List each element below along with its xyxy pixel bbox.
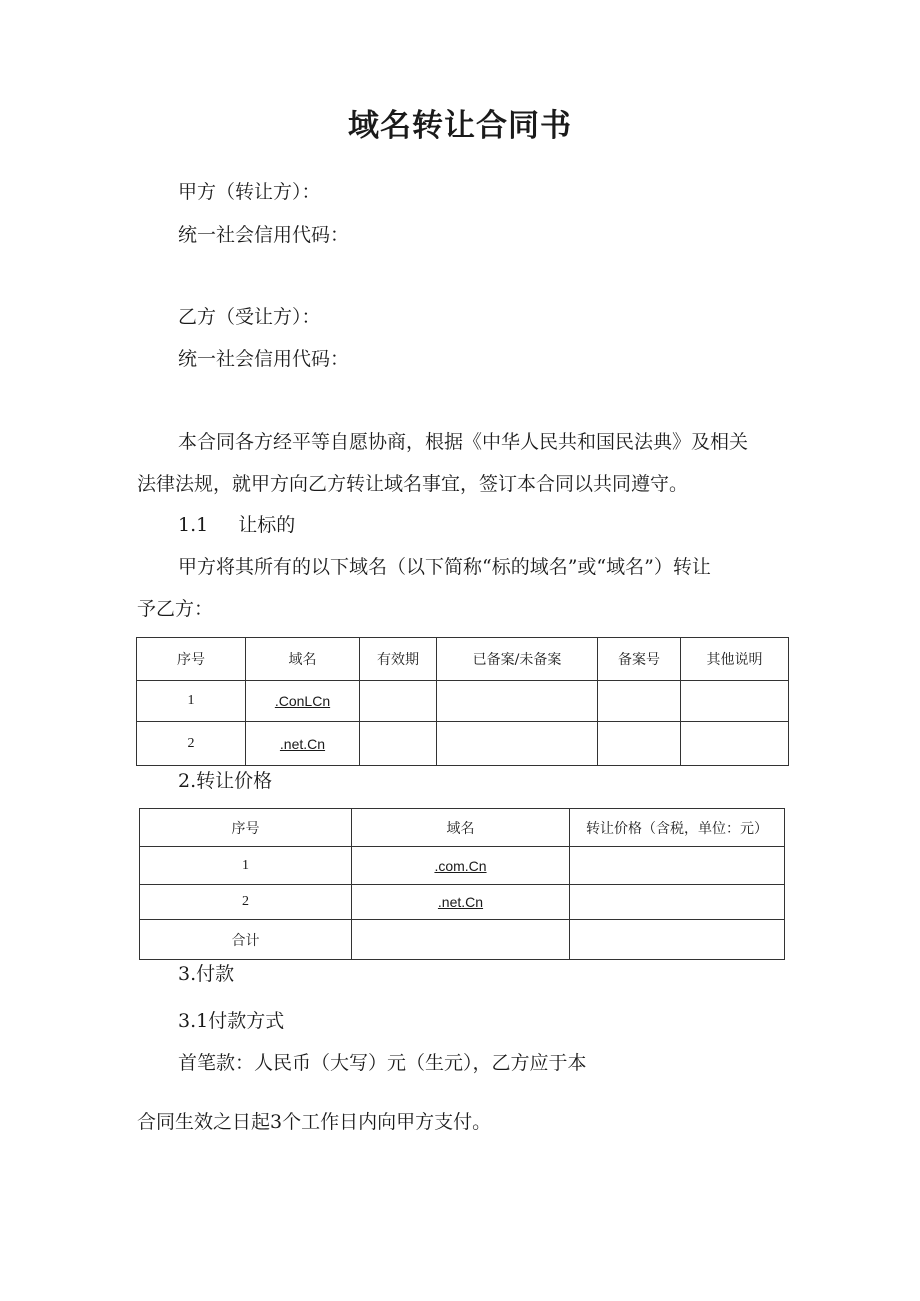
party-b-credit-code-label: 统一社会信用代码： <box>178 348 350 370</box>
section-3-1-para-line-2: 合同生效之日起3个工作日内向甲方支付。 <box>137 1111 492 1133</box>
header-cell: 备案号 <box>598 638 681 681</box>
table-cell <box>598 722 681 766</box>
table-header-row <box>140 809 785 847</box>
section-2-heading: 2.转让价格 <box>178 770 273 792</box>
header-cell: 序号 <box>140 809 352 847</box>
table-cell <box>570 885 785 920</box>
document-title: 域名转让合同书 <box>348 108 572 144</box>
section-3-heading: 3.付款 <box>178 963 235 985</box>
party-a-label: 甲方（转让方）： <box>178 181 321 203</box>
party-a-credit-code-label: 统一社会信用代码： <box>178 224 350 246</box>
party-b-label: 乙方（受让方）： <box>178 306 321 328</box>
domain-cell: .com.Cn <box>352 847 570 885</box>
header-cell: 转让价格（含税，单位：元） <box>570 809 785 847</box>
table-row <box>137 722 789 766</box>
table-header-row <box>137 638 789 681</box>
section-1-1-title: 让标的 <box>238 514 296 536</box>
table-cell: 1 <box>140 847 352 885</box>
domain-cell: .net.Cn <box>246 722 360 766</box>
table-cell <box>570 920 785 960</box>
table-cell <box>598 681 681 722</box>
table-row <box>140 847 785 885</box>
table-total-row <box>140 920 785 960</box>
section-1-1-heading <box>178 513 295 537</box>
domain-cell: .ConLCn <box>246 681 360 722</box>
table-cell <box>681 681 789 722</box>
header-cell: 序号 <box>137 638 246 681</box>
price-table <box>139 808 785 960</box>
table-cell <box>681 722 789 766</box>
table-cell <box>360 681 437 722</box>
domain-cell: .net.Cn <box>352 885 570 920</box>
table-row <box>140 885 785 920</box>
table-cell <box>352 920 570 960</box>
table-cell: 1 <box>137 681 246 722</box>
header-cell: 有效期 <box>360 638 437 681</box>
table-cell <box>437 681 598 722</box>
header-cell: 其他说明 <box>681 638 789 681</box>
section-1-1-number: 1.1 <box>178 514 209 536</box>
table-cell: 2 <box>140 885 352 920</box>
table-cell: 2 <box>137 722 246 766</box>
domain-table <box>136 637 789 766</box>
table-cell <box>360 722 437 766</box>
section-3-1-para-line-1: 首笔款：人民币（大写）元（生元），乙方应于本 <box>178 1052 587 1074</box>
section-3-1-heading: 3.1付款方式 <box>178 1010 285 1032</box>
intro-line-1: 本合同各方经平等自愿协商，根据《中华人民共和国民法典》及相关 <box>178 431 749 453</box>
header-cell: 已备案/未备案 <box>437 638 598 681</box>
table-cell <box>437 722 598 766</box>
table-row <box>137 681 789 722</box>
intro-line-2: 法律法规，就甲方向乙方转让域名事宜，签订本合同以共同遵守。 <box>137 473 689 495</box>
header-cell: 域名 <box>246 638 360 681</box>
total-label-cell: 合计 <box>140 920 352 960</box>
table-cell <box>570 847 785 885</box>
header-cell: 域名 <box>352 809 570 847</box>
section-1-1-para-line-2: 予乙方： <box>137 598 214 620</box>
section-1-1-para-line-1: 甲方将其所有的以下域名（以下简称“标的域名”或“域名”）转让 <box>178 556 711 578</box>
